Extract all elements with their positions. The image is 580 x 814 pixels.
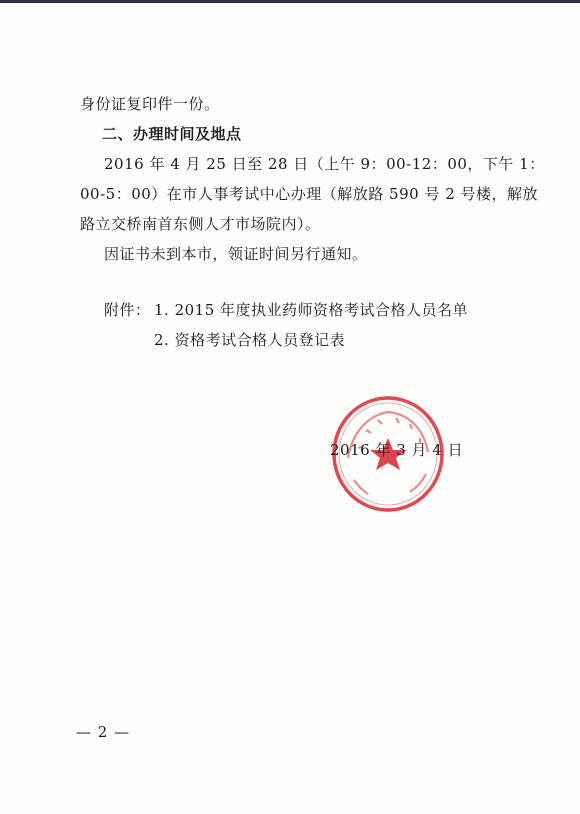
attachment-item-1: 1. 2015 年度执业药师资格考试合格人员名单 (154, 301, 469, 319)
signature-date: 2016 年 3 月 4 日 (330, 441, 464, 459)
page-number: — 2 — (76, 723, 131, 741)
time-line-1: 2016 年 4 月 25 日至 28 日（上午 9：00-12：00，下午 1： (104, 155, 545, 173)
time-line-2: 00-5：00）在市人事考试中心办理（解放路 590 号 2 号楼，解放 (80, 185, 539, 203)
attachment-item-2: 2. 资格考试合格人员登记表 (154, 331, 346, 349)
attachments-label: 附件： (104, 301, 151, 319)
id-copy-line: 身份证复印件一份。 (80, 95, 220, 113)
notice-line: 因证书未到本市，领证时间另行通知。 (104, 245, 368, 263)
scan-top-edge (0, 0, 580, 3)
section-heading: 二、办理时间及地点 (102, 125, 242, 143)
time-line-3: 路立交桥南首东侧人才市场院内）。 (80, 215, 321, 233)
